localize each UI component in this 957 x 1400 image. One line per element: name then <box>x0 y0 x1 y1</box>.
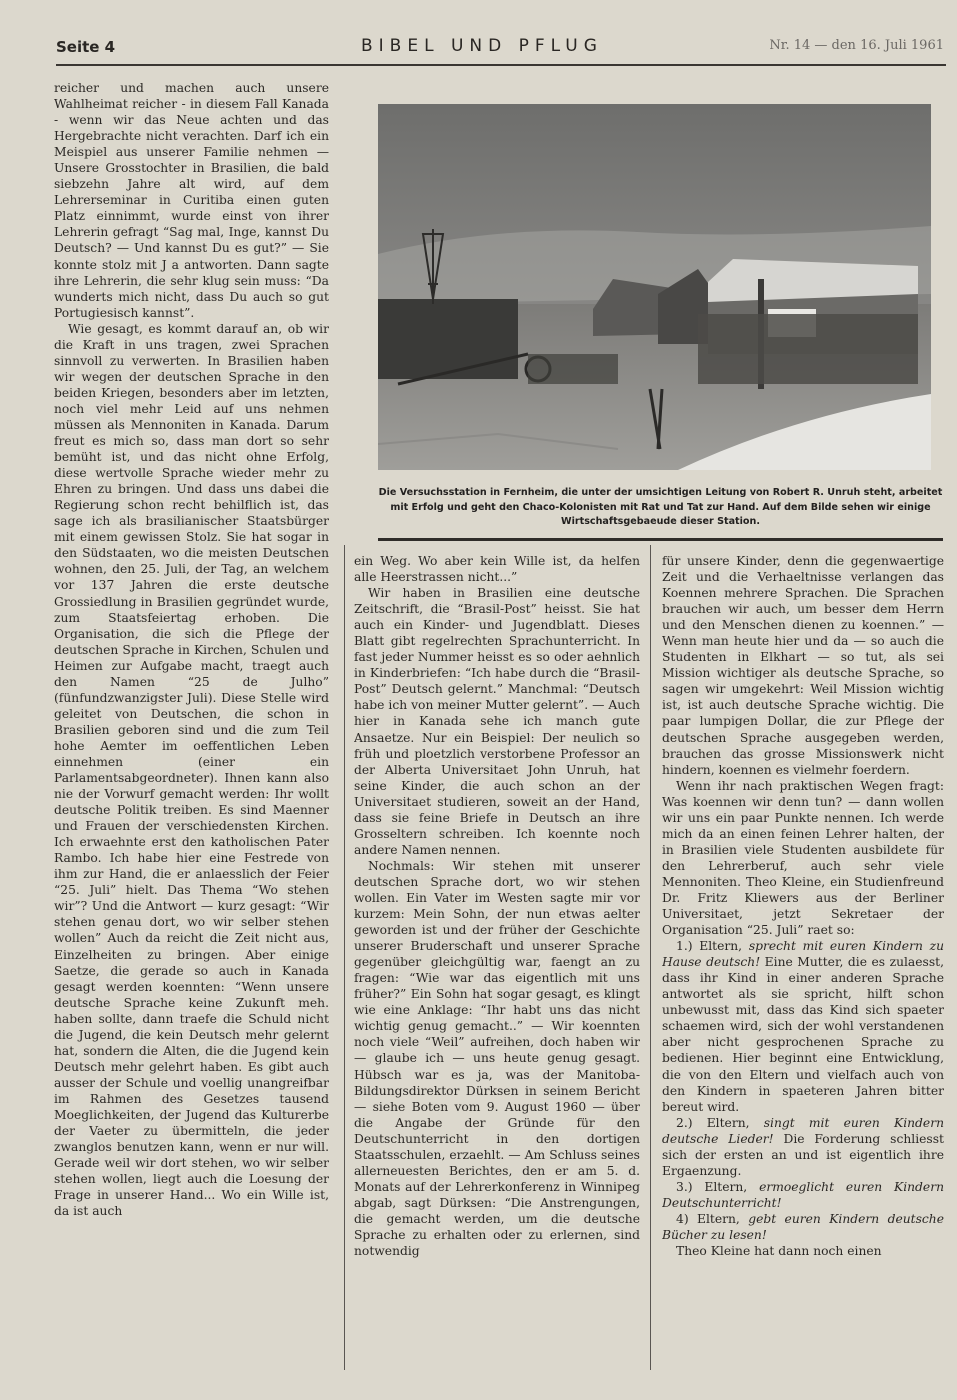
col1-paragraph-1: reicher und machen auch unsere Wahlheimat reicher - in diesem Fall Kanada - wenn wir das Neue achten und das Hergebrachte nicht verachten. Darf ich ein Meispiel aus unserer Familie nehmen — Unsere Grosstochter in Brasilien, die bald siebzehn Jahre alt wird, auf dem Lehrerseminar in Curitiba einen guten Platz einnimmt, wurde einst von ihrer Lehrerin gefragt “Sag mal, Inge, kannst Du Deutsch? — Und kannst Du es gut?” — Sie konnte stolz mit J a antworten. Dann sagte ihre Lehrerin, die sehr klug sein muss: “Da wunderts mich nicht, dass Du auch so gut Portugiesisch kannst”. <box>54 81 329 320</box>
page-number: Seite 4 <box>56 38 116 56</box>
col3-paragraph-1: für unsere Kinder, denn die gegenwaertige Zeit und die Verhaeltnisse verlangen das Koennen mehrere Sprachen. Die Sprachen brauchen wir auch, um besser dem Herrn und den Menschen dienen zu koennen.” — Wenn man heute hier und da — so auch die Studenten in Elkhart — so tut, als sei Mission wichtiger als deutsche Sprache, so sagen wir umgekehrt: Weil Mission wichtig ist, ist auch deutsche Sprache wichtig. Die paar lumpigen Dollar, die zur Pflege der deutschen Sprache ausgegeben werden, brauchen das grosse Missionswerk nicht hindern, koennen es vielmehr foerdern. <box>662 554 944 777</box>
page-header <box>56 36 946 66</box>
column-divider-2 <box>650 545 651 1370</box>
col2-paragraph-2: Wir haben in Brasilien eine deutsche Zeitschrift, die “Brasil-Post” heisst. Sie hat auch ein Kinder- und Jugendblatt. Dieses Blatt gibt regelrechten Sprachunterricht. In fast jeder Nummer heisst es so oder aehnlich in Kinderbriefen: “Ich habe durch die “Brasil-Post” Deutsch gelernt.” Manchmal: “Deutsch habe ich von meiner Mutter gelernt”. — Auch hier in Kanada sehe ich manch gute Ansaetze. Nur ein Beispiel: Der neulich so früh und ploetzlich verstorbene Professor an der Alberta Universitaet John Unruh, hat seine Kinder, die auch schon an der Universitaet studieren, soweit an der Hand, dass sie feine Briefe in Deutsch an ihre Grosseltern schreiben. Ich koennte noch andere Namen nennen. <box>354 586 640 857</box>
col3-item-2: 2.) Eltern, singt mit euren Kindern deutsche Lieder! Die Forderung schliesst sich der ersten an und ist eigentlich ihre Ergaenzung. <box>662 1115 944 1178</box>
col3-item-1: 1.) Eltern, sprecht mit euren Kindern zu Hause deutsch! Eine Mutter, die es zulaesst, dass ihr Kind in einer anderen Sprache antwortet als sie spricht, hilft schon unbewusst mit, dass das Kind sich spaeter schaemen wird, sich der wohl verstandenen aber nicht gesprochenen Sprache zu bedienen. Hier beginnt eine Entwicklung, die von den Eltern und vielfach auch von den Kindern in spaeteren Jahren bitter bereut wird. <box>662 939 944 1114</box>
col3-paragraph-end: Theo Kleine hat dann noch einen <box>676 1244 882 1259</box>
col3-item-4: 4) Eltern, gebt euren Kindern deutsche Bücher zu lesen! <box>662 1211 944 1242</box>
photo-caption: Die Versuchsstation in Fernheim, die unter der umsichtigen Leitung von Robert R. Unruh steht, arbeitet mit Erfolg und geht den Chaco-Kolonisten mit Rat und Tat zur Hand. Auf dem Bilde sehen wir einige Wirtschaftsgebaeude dieser Station. <box>378 487 943 527</box>
col2-paragraph-1: ein Weg. Wo aber kein Wille ist, da helfen alle Heerstrassen nicht...” <box>354 554 640 585</box>
publication-title: BIBEL UND PFLUG <box>361 36 603 56</box>
col3-item-3: 3.) Eltern, ermoeglicht euren Kindern Deutschunterricht! <box>662 1179 944 1210</box>
caption-rule <box>378 538 943 541</box>
issue-date: Nr. 14 — den 16. Juli 1961 <box>769 38 944 53</box>
photo-experiment-station <box>378 104 931 470</box>
column-divider-1 <box>344 545 345 1370</box>
column-2 <box>354 553 640 1365</box>
farm-photo-image <box>378 104 931 470</box>
column-3 <box>662 553 944 1380</box>
column-1 <box>54 80 329 1362</box>
col2-paragraph-3: Nochmals: Wir stehen mit unserer deutschen Sprache dort, wo wir stehen wollen. Ein Vater im Westen sagte mir vor kurzem: Mein Sohn, der nun etwas aelter geworden ist und der früher der Geschichte unserer Bruderschaft und unserer Sprache gegenüber gleichgültig war, faengt an zu fragen: “Wie war das eigentlich mit uns früher?” Ein Sohn hat sogar gesagt, es klingt wie eine Anklage: “Ihr habt uns das nicht wichtig genug gemacht..” — Wir koennten noch viele “Weil” aufreihen, doch haben wir — glaube ich — uns heute genug gesagt. Hübsch war es ja, was der Manitoba-Bildungsdirektor Dürksen in seinem Bericht — siehe Boten vom 9. August 1960 — über die Angabe der Gründe für den Deutschunterricht in den dortigen Staatsschulen, erzaehlt. — Am Schluss seines allerneuesten Berichtes, den er am 5. d. Monats auf der Lehrerkonferenz in Winnipeg abgab, sagt Dürksen: “Die Anstrengungen, die gemacht werden, um die deutsche Sprache zu erhalten oder zu erlernen, sind notwendig <box>354 858 640 1259</box>
col1-paragraph-2: Wie gesagt, es kommt darauf an, ob wir die Kraft in uns tragen, zwei Sprachen sinnvoll zu verwerten. In Brasilien haben wir wegen der deutschen Sprache in den beiden Kriegen, besonders aber im letzten, noch viel mehr Leid auf uns nehmen müssen als Mennoniten in Kanada. Darum freut es mich so, dass man dort so sehr bemüht ist, und das nicht ohne Erfolg, diese wertvolle Sprache wieder mehr zu Ehren zu bringen. Und dass uns dabei die Regierung schon recht behilflich ist, das sage ich als brasilianischer Staatsbürger mit einem gewissen Stolz. Sie hat sogar in den Südstaaten, wo die meisten Deutschen wohnen, den 25. Juli, der Tag, an welchem vor 137 Jahren die erste deutsche Grossiedlung in Brasilien gegründet wurde, zum Staatsfeiertag erhoben. Die Organisation, die sich die Pflege der deutschen Sprache in Kirchen, Schulen und Heimen zur Aufgabe macht, traegt auch den Namen “25 de Julho” (fünfundzwanzigster Juli). Diese Stelle wird geleitet von Deutschen, die schon in Brasilien geboren sind und die zum Teil hohe Aemter im oeffentlichen Leben einnehmen (einer ein Parlamentsabgeordneter). Ihnen kann also nie der Vorwurf gemacht werden: Ihr wollt deutsche Politik treiben. Es sind Maenner und Frauen der verschiedensten Kirchen. Ich erwaehnte erst den katholischen Pater Rambo. Ich habe hier eine Festrede von ihm zur Hand, die er anlaesslich der Feier “25. Juli” hielt. Das Thema “Wo stehen wir”? Und die Antwort — kurz gesagt: “Wir stehen genau dort, wo wir selber stehen wollen” Auch da reicht die Zeit nicht aus, Einzelheiten zu bringen. Aber einige Saetze, die gerade so auch in Kanada gesagt werden koennten: “Wenn unsere deutsche Sprache keine Zukunft meh. haben sollte, dann traefe die Schuld nicht die Jugend, die kein Deutsch mehr gelernt hat, sondern die Alten, die die Jugend kein Deutsch mehr gelehrt haben. Es gibt auch ausser der Schule und voellig unangreifbar im Rahmen des Gesetzes tausend Moeglichkeiten, der Jugend das Kulturerbe der Vaeter zu übermitteln, die jeder zwanglos benutzen kann, wenn er nur will. Gerade weil wir dort stehen, wo wir selber stehen wollen, liegt auch die Loesung der Frage in unserer Hand... Wo ein Wille ist, da ist auch <box>54 321 329 1219</box>
col3-paragraph-2: Wenn ihr nach praktischen Wegen fragt: Was koennen wir denn tun? — dann wollen wir uns ein paar Punkte nennen. Ich werde mich da an einen feinen Lehrer halten, der in Brasilien viele Studenten ausbildete für den Lehrerberuf, auch sehr viele Mennoniten. Theo Kleine, ein Studienfreund Dr. Fritz Kliewers aus der Berliner Universitaet, jetzt Sekretaer der Organisation “25. Juli” raet so: <box>662 778 944 938</box>
